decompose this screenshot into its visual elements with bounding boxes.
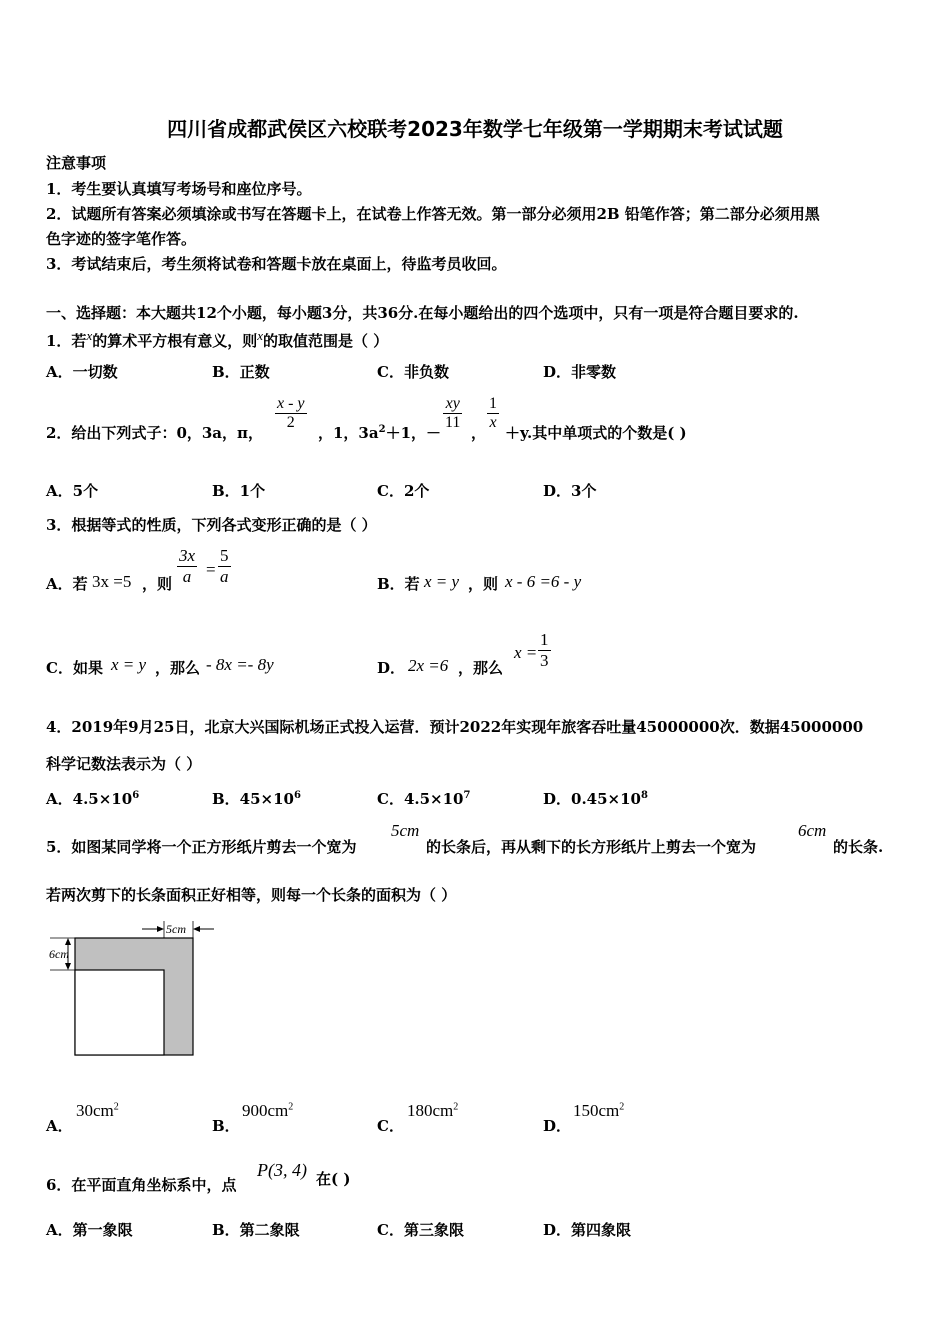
q6-option-b[interactable]: B．第二象限 [212, 1221, 300, 1239]
q5-option-d-value: $150cm^2$ [573, 1101, 625, 1120]
q1-stem: 1．若x的算术平方根有意义，则x的取值范围是（ ） [46, 328, 389, 350]
label-6cm: 6cm [49, 947, 69, 961]
q2-option-b[interactable]: B．1个 [212, 482, 266, 500]
q5-stem-line2: 若两次剪下的长条面积正好相等，则每一个长条的面积为（ ） [46, 886, 457, 904]
q3-option-c-label[interactable]: C．如果 [46, 659, 103, 677]
q3-option-a-label[interactable]: A．若 [46, 575, 88, 593]
q5-option-c-value: $180cm^2$ [407, 1101, 459, 1120]
q2-option-c[interactable]: C．2个 [377, 482, 430, 500]
q4-option-d[interactable]: D．$0.45\times 10^8$ [543, 790, 648, 808]
q3-option-a-eqsign: = [206, 560, 216, 579]
q3-option-c-eq1: x = y [111, 655, 147, 674]
page-title: 四川省成都武侯区六校联考2023年数学七年级第一学期期末考试试题 [167, 117, 783, 141]
q4-stem-line2: 科学记数法表示为（ ） [46, 755, 202, 773]
q6-option-d[interactable]: D．第四象限 [543, 1221, 632, 1239]
q3-option-c-eq2: - 8x =- 8y [206, 655, 274, 674]
q5-option-a-value: $30cm^2$ [76, 1101, 119, 1120]
q6-stem-part1: 6．在平面直角坐标系中，点 [46, 1176, 237, 1194]
q3-option-c-then: ，那么 [155, 659, 201, 677]
q2-option-d[interactable]: D．3个 [543, 482, 597, 500]
section-heading: 一、选择题：本大题共12个小题，每小题3分，共36分.在每小题给出的四个选项中，只有一项是符合题目要求的. [46, 304, 799, 322]
q1-option-b[interactable]: B．正数 [212, 363, 270, 381]
q5-option-b[interactable]: B． [212, 1117, 240, 1135]
q3-option-d-then: ，那么 [458, 659, 504, 677]
notice-item: 2．试题所有答案必须填涂或书写在答题卡上，在试卷上作答无效。第一部分必须用2B 铅笔作答；第二部分必须用黑 [46, 205, 820, 223]
notice-item: 3．考试结束后，考生须将试卷和答题卡放在桌面上，待监考员收回。 [46, 255, 507, 273]
q2-stem-part3: ， [471, 424, 487, 442]
notice-item: 1．考生要认真填写考场号和座位序号。 [46, 180, 312, 198]
q4-option-a[interactable]: A．$4.5\times 10^6$ [46, 790, 140, 808]
q3-option-a-frac2: 5 a [220, 546, 229, 586]
label-5cm: 5cm [166, 922, 186, 936]
q4-option-c[interactable]: C．$4.5\times 10^7$ [377, 790, 471, 808]
q3-option-b-eq2: x - 6 =6 - y [505, 572, 582, 591]
q5-option-a[interactable]: A． [46, 1117, 73, 1135]
q3-option-b-then: ，则 [468, 575, 499, 593]
q6-option-c[interactable]: C．第三象限 [377, 1221, 464, 1239]
notice-heading: 注意事项 [46, 154, 107, 172]
q3-option-d-eq1: 2x =6 [408, 656, 449, 675]
q6-stem-part2: 在( ) [316, 1170, 351, 1188]
q2-option-a[interactable]: A．5个 [46, 482, 99, 500]
q5-width-2: 6cm [798, 821, 827, 840]
q2-stem-part2: ，1，$3a^2+1$，－ [318, 424, 441, 442]
q3-option-a-eq: 3x =5 [92, 572, 132, 591]
q2-stem-part4: ＋y.其中单项式的个数是( ) [505, 424, 687, 442]
q3-stem: 3．根据等式的性质，下列各式变形正确的是（ ） [46, 516, 377, 534]
q2-fraction-1: x - y 2 [277, 395, 305, 431]
q1-option-a[interactable]: A．一切数 [46, 363, 118, 381]
q3-option-b-eq1: x = y [424, 572, 460, 591]
q3-option-d-label[interactable]: D． [377, 659, 406, 677]
q6-option-a[interactable]: A．第一象限 [46, 1221, 133, 1239]
q4-stem-line1: 4．2019年9月25日，北京大兴国际机场正式投入运营．预计2022年实现年旅客吞吐量45000000次．数据45000000 [46, 718, 864, 736]
q2-fraction-3: 1 x [489, 395, 497, 431]
q4-option-b[interactable]: B．$45\times 10^6$ [212, 790, 301, 808]
q5-option-b-value: $900cm^2$ [242, 1101, 294, 1120]
q5-stem-part3: 的长条. [833, 838, 884, 856]
q5-option-c[interactable]: C． [377, 1117, 404, 1135]
q2-fraction-2: xy 11 [445, 395, 461, 431]
q5-stem-part2: 的长条后，再从剩下的长方形纸片上剪去一个宽为 [426, 838, 757, 856]
q1-option-d[interactable]: D．非零数 [543, 363, 617, 381]
q3-option-d-frac: 1 3 [540, 630, 549, 670]
remaining-rectangle [75, 970, 164, 1055]
q3-option-a-then: ，则 [142, 575, 173, 593]
q3-option-d-x: x = [514, 643, 538, 662]
q3-option-b-label[interactable]: B．若 [377, 575, 420, 593]
q6-point: P(3, 4) [257, 1160, 307, 1180]
q5-width-1: 5cm [391, 821, 420, 840]
notice-item: 色字迹的签字笔作答。 [46, 230, 197, 248]
q5-option-d[interactable]: D． [543, 1117, 572, 1135]
q3-option-a-frac1: 3x a [179, 546, 196, 586]
q2-stem-part1: 2．给出下列式子：0，3a，π， [46, 424, 264, 442]
q1-option-c[interactable]: C．非负数 [377, 363, 449, 381]
q5-figure [44, 918, 224, 1060]
q5-stem-part1: 5．如图某同学将一个正方形纸片剪去一个宽为 [46, 838, 357, 856]
